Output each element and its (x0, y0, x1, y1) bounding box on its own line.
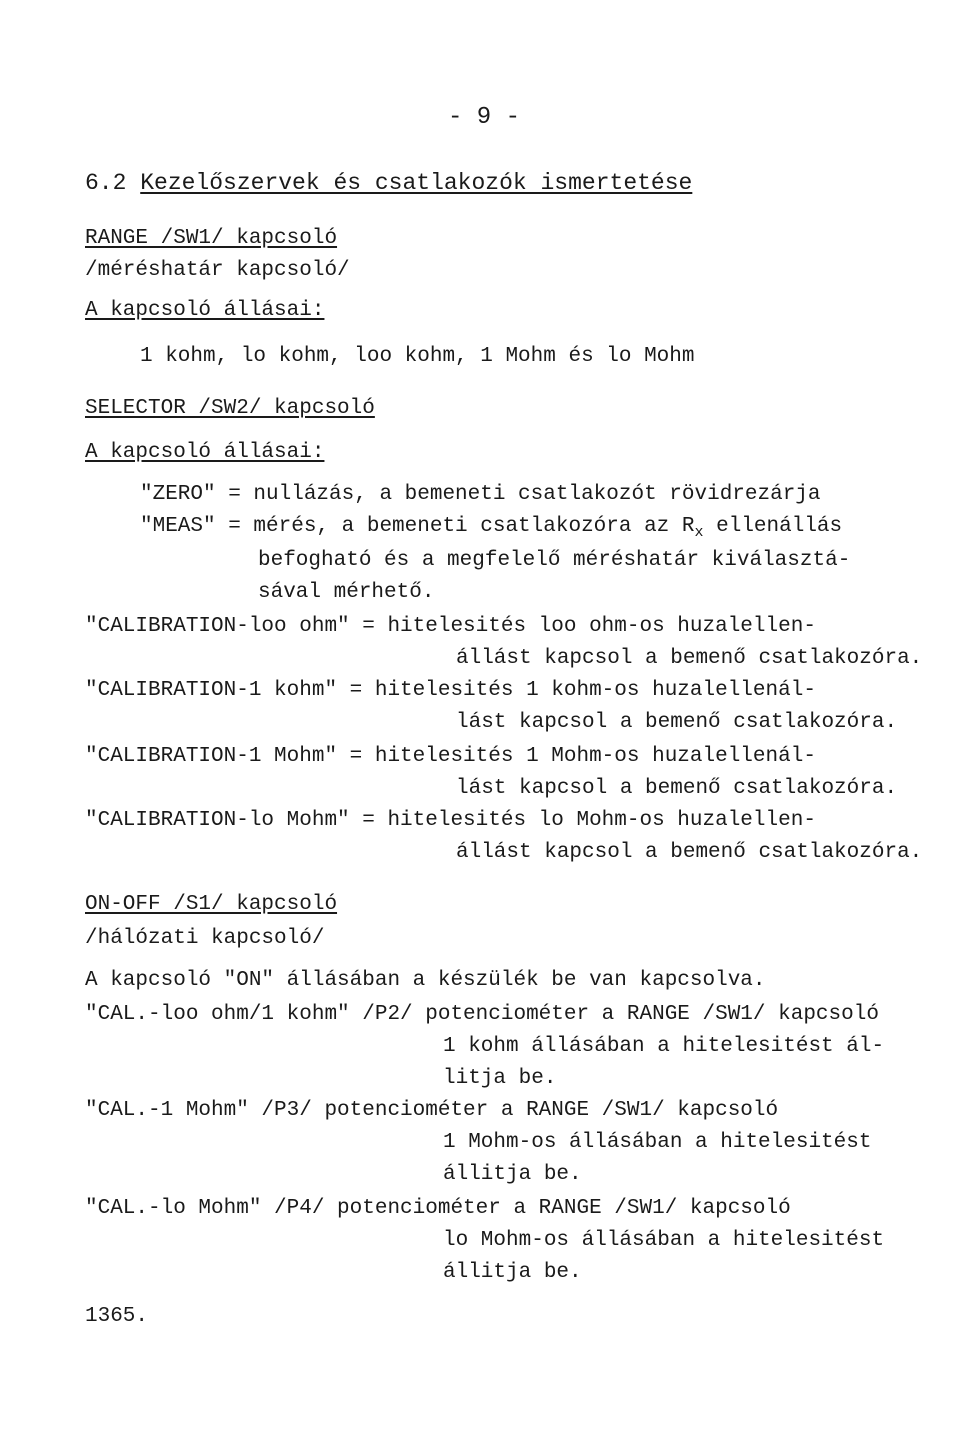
page-number: - 9 - (448, 104, 521, 131)
cal-p4-line: "CAL.-lo Mohm" /P4/ potenciométer a RANGE /SW1/ kapcsoló (85, 1197, 791, 1220)
section-title: Kezelőszervek és csatlakozók ismertetése (140, 170, 693, 196)
selector-switch-title: SELECTOR /SW2/ kapcsoló (85, 397, 375, 420)
selector-zero-line: "ZERO" = nullázás, a bemeneti csatlakozót rövidrezárja (140, 483, 821, 506)
selector-cal-100ohm-line: "CALIBRATION-loo ohm" = hitelesités loo ohm-os huzalellen- (85, 615, 816, 638)
cal-p3-line-3: állitja be. (443, 1163, 582, 1186)
selector-meas-line-3: sával mérhető. (258, 581, 435, 604)
selector-cal-1kohm-line-2: lást kapcsol a bemenő csatlakozóra. (456, 711, 898, 734)
section-number: 6.2 (85, 170, 127, 196)
selector-meas-line (140, 516, 842, 540)
range-positions: 1 kohm, lo kohm, loo kohm, 1 Mohm és lo Mohm (140, 345, 695, 368)
selector-cal-10mohm-line: "CALIBRATION-lo Mohm" = hitelesités lo Mohm-os huzalellen- (85, 809, 816, 832)
on-off-line: A kapcsoló "ON" állásában a készülék be van kapcsolva. (85, 969, 766, 992)
rx-subscript: x (694, 524, 704, 542)
cal-p2-line: "CAL.-loo ohm/1 kohm" /P2/ potenciométer a RANGE /SW1/ kapcsoló (85, 1003, 879, 1026)
range-switch-title: RANGE /SW1/ kapcsoló (85, 227, 338, 250)
on-off-switch-subtitle: /hálózati kapcsoló/ (85, 927, 325, 950)
selector-cal-100ohm-line-2: állást kapcsol a bemenő csatlakozóra. (456, 647, 923, 670)
selector-cal-1mohm-line: "CALIBRATION-1 Mohm" = hitelesités 1 Mohm-os huzalellenál- (85, 745, 816, 768)
on-off-switch-title: ON-OFF /S1/ kapcsoló (85, 893, 338, 916)
selector-meas-line-2: befogható és a megfelelő méréshatár kiválasztá- (258, 549, 851, 572)
selector-positions-label: A kapcsoló állásai: (85, 441, 325, 464)
cal-p2-line-3: litja be. (443, 1067, 557, 1090)
selector-meas-text-cont: ellenállás (703, 515, 843, 538)
cal-p4-line-2: lo Mohm-os állásában a hitelesitést (443, 1229, 885, 1252)
footer-number: 1365. (85, 1305, 149, 1328)
cal-p4-line-3: állitja be. (443, 1261, 582, 1284)
selector-cal-10mohm-line-2: állást kapcsol a bemenő csatlakozóra. (456, 841, 923, 864)
cal-p3-line-2: 1 Mohm-os állásában a hitelesitést (443, 1131, 872, 1154)
selector-meas-text: "MEAS" = mérés, a bemeneti csatlakozóra az R (140, 515, 695, 538)
selector-cal-1kohm-line: "CALIBRATION-1 kohm" = hitelesités 1 kohm-os huzalellenál- (85, 679, 816, 702)
range-positions-label: A kapcsoló állásai: (85, 299, 325, 322)
selector-cal-1mohm-line-2: lást kapcsol a bemenő csatlakozóra. (456, 777, 898, 800)
section-heading (85, 172, 692, 195)
range-switch-subtitle: /méréshatár kapcsoló/ (85, 259, 350, 282)
cal-p3-line: "CAL.-1 Mohm" /P3/ potenciométer a RANGE /SW1/ kapcsoló (85, 1099, 779, 1122)
cal-p2-line-2: 1 kohm állásában a hitelesitést ál- (443, 1035, 885, 1058)
